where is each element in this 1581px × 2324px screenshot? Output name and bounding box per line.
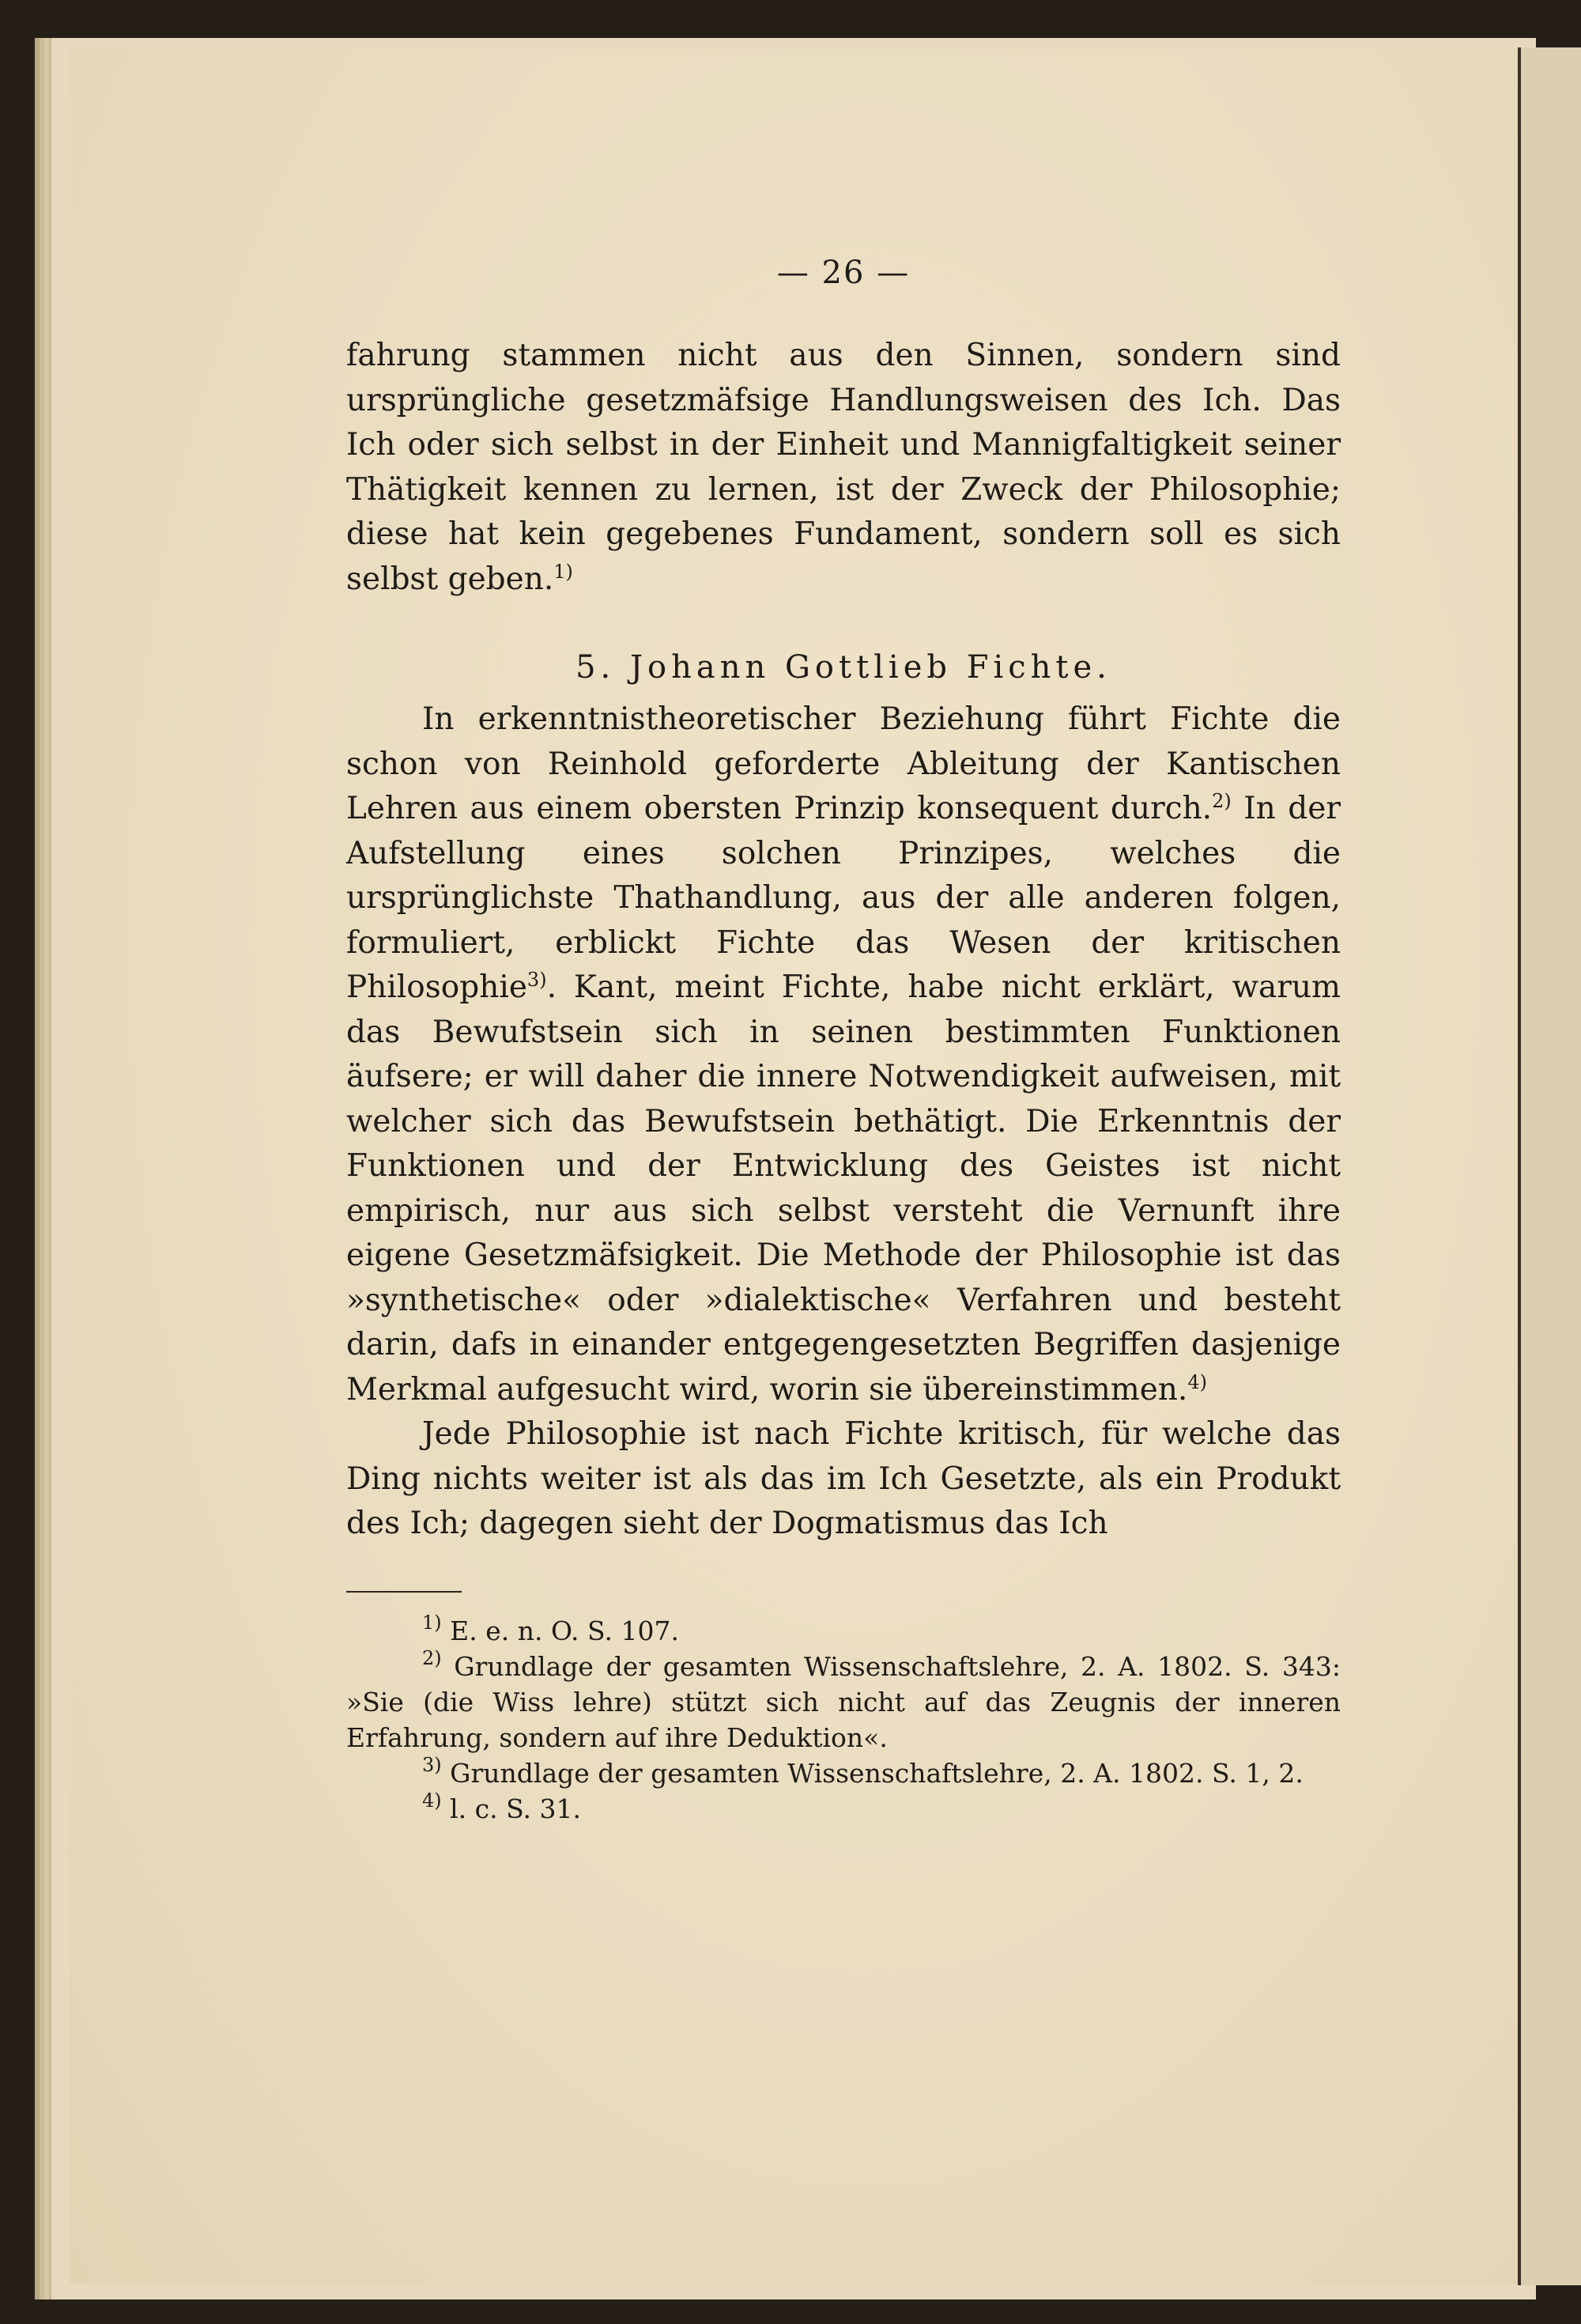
footnote-ref-2: 2) [1212,790,1232,812]
paragraph-text: In erkenntnistheoretischer Beziehung führt Fichte die schon von Reinhold geforderte Ableitung der Kantischen Lehren aus einem obersten Prinzip konsequent durch. [346,701,1341,826]
footnote-text: l. c. S. 31. [441,1793,582,1824]
footnote-mark: 4) [422,1789,442,1812]
footnote-text: Grundlage der gesamten Wissenschaftslehre, 2. A. 1802. S. 343: »Sie (die Wiss lehre) stützt sich nicht auf das Zeugnis der inneren Erfahrung, sondern auf ihre Deduktion«. [346,1650,1341,1753]
footnote-ref-4: 4) [1187,1370,1207,1393]
footnote-text: E. e. n. O. S. 107. [441,1615,679,1646]
footnote-ref-3: 3) [526,969,547,991]
facing-page-edge [1518,47,1581,2285]
footnote-mark: 3) [422,1753,442,1776]
section-heading: 5. Johann Gottlieb Fichte. [575,649,1111,686]
footnote-2 [346,1646,1341,1755]
paragraph-text: . Kant, meint Fichte, habe nicht erklärt, warum das Bewufstsein sich in seinen bestimmten Funktionen äufsere; er will daher die innere Notwendigkeit aufweisen, mit welcher sich das Bewufstsein bethätigt. Die Erkenntnis der Funktionen und der Entwicklung des Geistes ist nicht empirisch, nur aus sich selbst versteht die Vernunft ihre eigene Gesetzmäfsigkeit. Die Methode der Philosophie ist das »synthetische« oder »dialektische« Verfahren und besteht darin, dafs in einander entgegengesetzten Begriffen dasjenige Merkmal aufgesucht wird, worin sie übereinstimmen. [346,969,1341,1408]
footnote-text: Grundlage der gesamten Wissenschaftslehre, 2. A. 1802. S. 1, 2. [441,1757,1304,1789]
page-text [346,253,1341,1827]
paragraph-text: In der Aufstellung eines solchen Prinzipes, welches die ursprünglichste Thathandlung, aus der alle anderen folgen, formuliert, erblickt Fichte das Wesen der kritischen Philosophie [346,791,1341,1005]
paragraph-critical-philosophy: Jede Philosophie ist nach Fichte kritisch, für welche das Ding nichts weiter ist als das im Ich Gesetzte, als ein Produkt des Ich; dagegen sieht der Dogmatismus das Ich [346,1416,1341,1541]
paragraph-continuation [346,334,1341,602]
page-number: — 26 — [776,255,911,291]
footnote-mark: 2) [422,1646,442,1669]
footnotes [346,1613,1341,1827]
footnote-1 [346,1613,1341,1649]
footnote-mark: 1) [422,1611,442,1634]
footnote-ref-1: 1) [553,560,573,583]
footnote-4 [346,1791,1341,1827]
paragraph-text: fahrung stammen nicht aus den Sinnen, sondern sind ursprüngliche gesetzmäfsige Handlungsweisen des Ich. Das Ich oder sich selbst in der Einheit und Mannigfaltigkeit seiner Thätigkeit kennen zu lernen, ist der Zweck der Philosophie; diese hat kein gegebenes Fundament, sondern soll es sich selbst geben. [346,338,1341,597]
footnote-rule [346,1591,462,1593]
footnote-3 [346,1755,1341,1791]
paragraph-fichte-intro [346,697,1341,1412]
